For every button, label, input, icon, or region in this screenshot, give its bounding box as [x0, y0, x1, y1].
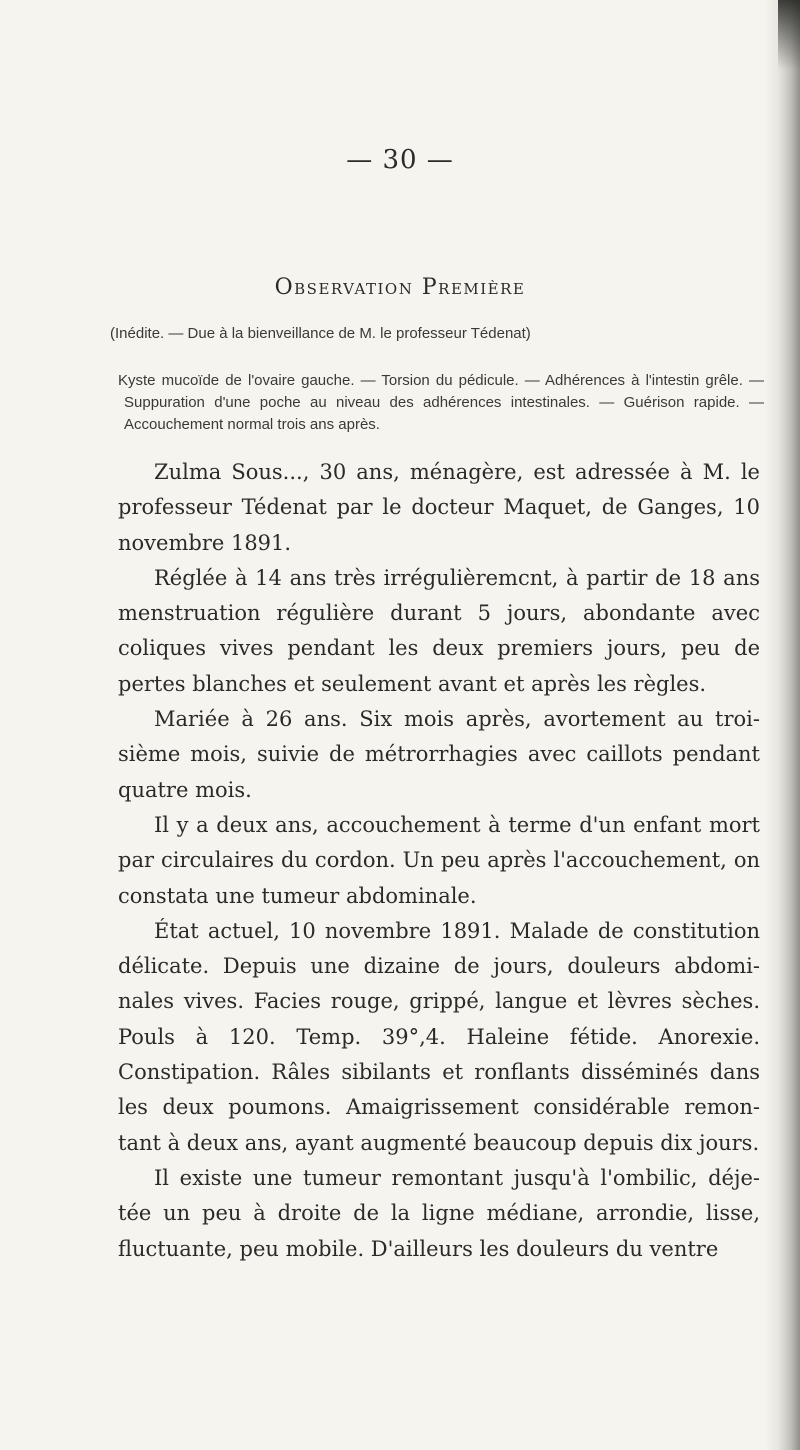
- paragraph: Mariée à 26 ans. Six mois après, avortement au troi-sième mois, suivie de métrorrhagies avec caillots pendant quatre mois.: [118, 707, 760, 802]
- source-note: (Inédite. — Due à la bienveillance de M. le professeur Tédenat): [110, 325, 531, 342]
- body-text: [118, 455, 760, 1267]
- page-number: — 30 —: [346, 145, 454, 175]
- paragraph: Il y a deux ans, accouchement à terme d'un enfant mort par circulaires du cordon. Un peu après l'accouchement, on constata une tumeur abdominale.: [118, 812, 760, 908]
- case-summary: Kyste mucoïde de l'ovaire gauche. — Torsion du pédicule. — Adhérences à l'intestin grêle. — Suppuration d'une poche au niveau des adhérences intestinales. — Guérison rapide. — Accouchement normal trois ans après.: [118, 372, 764, 433]
- paragraph: Réglée à 14 ans très irrégulièremcnt, à partir de 18 ans menstruation régulière durant 5 jours, abondante avec coliques vives pendant les deux premiers jours, peu de pertes blanches et seulement avant et après les règles.: [118, 565, 760, 696]
- observation-heading: Observation Première: [274, 275, 526, 300]
- paragraph: Zulma Sous..., 30 ans, ménagère, est adressée à M. le professeur Tédenat par le docteur Maquet, de Ganges, 10 novembre 1891.: [118, 460, 760, 555]
- scan-edge-corner: [778, 0, 800, 70]
- paragraph: Il existe une tumeur remontant jusqu'à l'ombilic, déje-tée un peu à droite de la ligne médiane, arrondie, lisse, fluctuante, peu mobile. D'ailleurs les douleurs du ventre: [118, 1165, 760, 1261]
- scan-edge-shadow: [764, 0, 800, 1450]
- paragraph: État actuel, 10 novembre 1891. Malade de constitution délicate. Depuis une dizaine de jours, douleurs abdomi-nales vives. Facies rouge, grippé, langue et lèvres sèches. Pouls à 120. Temp. 39°,4. Haleine fétide. Anorexie. Constipation. Râles sibilants et ronflants disséminés dans les deux poumons. Amaigrissement considérable remon-tant à deux ans, ayant augmenté beaucoup depuis dix jours.: [118, 918, 760, 1155]
